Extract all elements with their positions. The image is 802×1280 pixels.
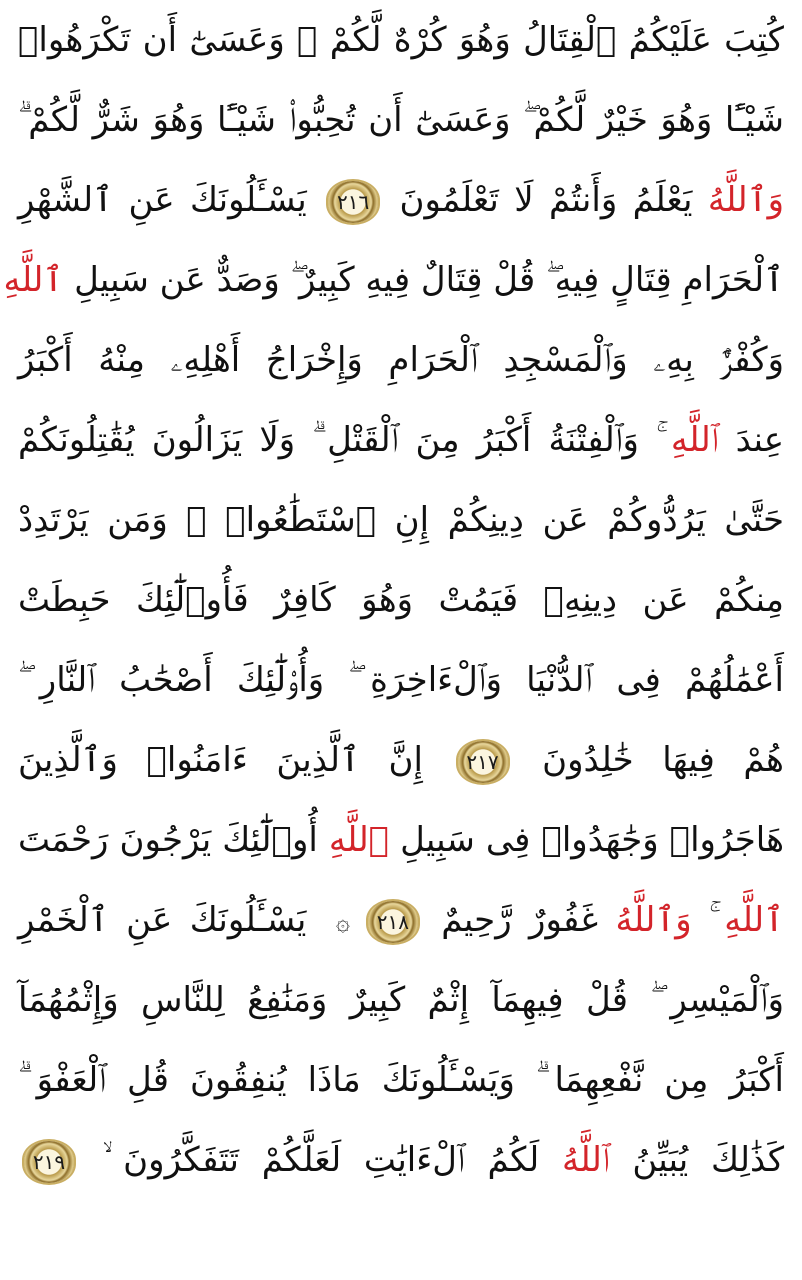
verse-text: إِنَّ ٱلَّذِينَ ءَامَنُوا۟ وَٱلَّذِينَ bbox=[18, 740, 452, 780]
verse-text: حَتَّىٰ يَرُدُّوكُمْ عَن دِينِكُمْ إِنِ ٱسْتَطَٰعُوا۟ ۚ وَمَن يَرْتَدِدْ bbox=[18, 500, 784, 540]
verse-text: عِندَ bbox=[718, 420, 785, 460]
verse-text: هَاجَرُوا۟ وَجَٰهَدُوا۟ فِى سَبِيلِ bbox=[389, 820, 785, 860]
verse-text: ۚ وَٱلْفِتْنَةُ أَكْبَرُ مِنَ ٱلْقَتْلِ ۗ وَلَا يَزَالُونَ يُقَٰتِلُونَكُمْ bbox=[18, 420, 671, 460]
divine-name-highlight: ٱللَّهِ bbox=[670, 420, 719, 460]
text-line bbox=[18, 480, 784, 560]
divine-name-highlight: ٱللَّهِ bbox=[724, 900, 784, 940]
divine-name-highlight: ٱللَّهِ bbox=[328, 820, 390, 860]
text-line bbox=[18, 1120, 784, 1200]
ayah-number-marker: ٢١٦ bbox=[328, 181, 378, 223]
text-line bbox=[18, 720, 784, 800]
text-line bbox=[18, 960, 784, 1040]
ayah-number-marker: ٢١٩ bbox=[24, 1141, 74, 1183]
verse-text: يَسْـَٔلُونَكَ عَنِ ٱلْخَمْرِ bbox=[18, 900, 324, 940]
text-line bbox=[18, 160, 784, 240]
text-line bbox=[18, 320, 784, 400]
verse-text: أَكْبَرُ مِن نَّفْعِهِمَا ۗ وَيَسْـَٔلُونَكَ مَاذَا يُنفِقُونَ قُلِ ٱلْعَفْوَ ۗ bbox=[18, 1060, 784, 1100]
divine-name-highlight: ٱللَّهُ bbox=[561, 1140, 610, 1180]
verse-text: لَكُمُ ٱلْءَايَٰتِ لَعَلَّكُمْ تَتَفَكَّرُونَ ۙ bbox=[80, 1140, 562, 1180]
text-line bbox=[18, 80, 784, 160]
verse-text: وَٱلْمَيْسِرِ ۖ قُلْ فِيهِمَآ إِثْمٌ كَبِيرٌ وَمَنَٰفِعُ لِلنَّاسِ وَإِثْمُهُمَآ bbox=[18, 980, 784, 1020]
verse-text: يَسْـَٔلُونَكَ عَنِ ٱلشَّهْرِ bbox=[18, 180, 323, 220]
text-line bbox=[18, 1040, 784, 1120]
verse-text: أَعْمَٰلُهُمْ فِى ٱلدُّنْيَا وَٱلْءَاخِرَةِ ۖ وَأُو۟لَٰٓئِكَ أَصْحَٰبُ ٱلنَّارِ ۖ bbox=[18, 660, 784, 700]
text-line bbox=[3, 240, 784, 320]
verse-text: ٱلْحَرَامِ قِتَالٍ فِيهِ ۖ قُلْ قِتَالٌ فِيهِ كَبِيرٌ ۖ وَصَدٌّ عَن سَبِيلِ bbox=[63, 260, 784, 300]
rub-el-hizb-icon: ۞ bbox=[335, 907, 350, 936]
verse-text: ۚ bbox=[691, 900, 725, 940]
text-line bbox=[18, 0, 784, 80]
verse-text: غَفُورٌ رَّحِيمٌ bbox=[423, 900, 616, 940]
text-line bbox=[18, 400, 784, 480]
verse-text: مِنكُمْ عَن دِينِهِۦ فَيَمُتْ وَهُوَ كَافِرٌ فَأُو۟لَٰٓئِكَ حَبِطَتْ bbox=[18, 580, 784, 620]
divine-name-highlight: ٱللَّهِ bbox=[3, 260, 64, 300]
divine-name-highlight: وَٱللَّهُ bbox=[615, 900, 692, 940]
verse-text: هُمْ فِيهَا خَٰلِدُونَ bbox=[513, 740, 784, 780]
ayah-number-marker: ٢١٧ bbox=[458, 741, 508, 783]
verse-text: كَذَٰلِكَ يُبَيِّنُ bbox=[609, 1140, 785, 1180]
verse-text: أُو۟لَٰٓئِكَ يَرْجُونَ رَحْمَتَ bbox=[18, 820, 329, 860]
text-line bbox=[18, 640, 784, 720]
ayah-number-marker: ٢١٨ bbox=[368, 901, 418, 943]
divine-name-highlight: وَٱللَّهُ bbox=[707, 180, 784, 220]
verse-text: يَعْلَمُ وَأَنتُمْ لَا تَعْلَمُونَ bbox=[384, 180, 708, 220]
text-line bbox=[18, 880, 784, 960]
verse-text: وَكُفْرٌۢ بِهِۦ وَٱلْمَسْجِدِ ٱلْحَرَامِ وَإِخْرَاجُ أَهْلِهِۦ مِنْهُ أَكْبَرُ bbox=[18, 340, 784, 380]
verse-text: شَيْـًٔا وَهُوَ خَيْرٌ لَّكُمْ ۖ وَعَسَىٰٓ أَن تُحِبُّوا۟ شَيْـًٔا وَهُوَ شَرٌّ لَّكُمْ ۗ bbox=[18, 100, 784, 140]
text-line bbox=[18, 800, 784, 880]
verse-text: كُتِبَ عَلَيْكُمُ ٱلْقِتَالُ وَهُوَ كُرْهٌ لَّكُمْ ۖ وَعَسَىٰٓ أَن تَكْرَهُوا۟ bbox=[18, 20, 784, 60]
text-line bbox=[18, 560, 784, 640]
